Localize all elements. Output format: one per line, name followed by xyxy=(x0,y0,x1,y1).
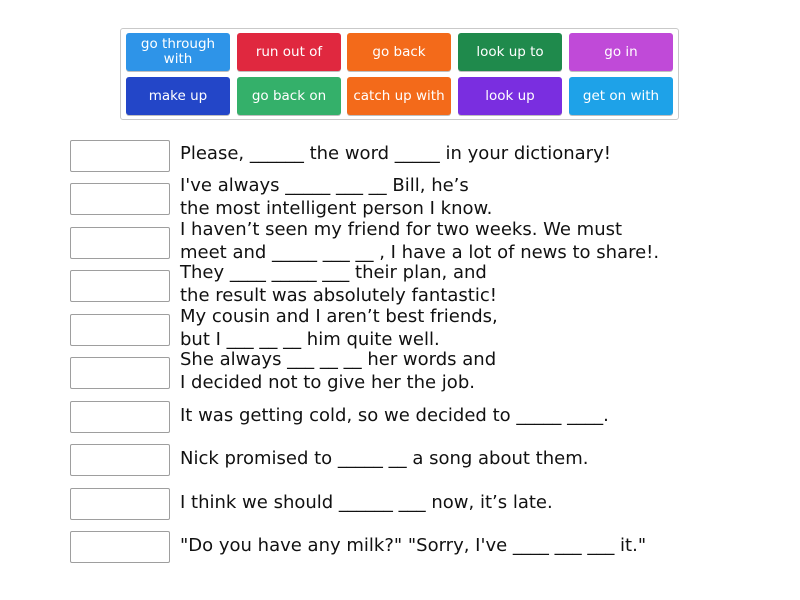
question-7 xyxy=(180,405,609,428)
question-5 xyxy=(180,306,498,351)
tile-make-up[interactable]: make up xyxy=(126,77,230,115)
question-6 xyxy=(180,349,496,394)
tile-run-out-of[interactable]: run out of xyxy=(237,33,341,71)
question-line: the result was absolutely fantastic! xyxy=(180,284,497,306)
tile-go-back-on[interactable]: go back on xyxy=(237,77,341,115)
question-line: meet and _____ ___ __ , I have a lot of news to share!. xyxy=(180,241,660,263)
question-line: I decided not to give her the job. xyxy=(180,371,475,393)
answer-drop-box-10[interactable] xyxy=(70,531,170,563)
tile-go-through-with[interactable]: go through with xyxy=(126,33,230,71)
tile-go-back[interactable]: go back xyxy=(347,33,451,71)
tile-look-up[interactable]: look up xyxy=(458,77,562,115)
question-line: My cousin and I aren’t best friends, xyxy=(180,306,498,327)
question-9 xyxy=(180,492,553,515)
question-line: I've always _____ ___ __ Bill, he’s xyxy=(180,175,469,196)
question-3 xyxy=(180,219,659,264)
answer-drop-box-1[interactable] xyxy=(70,140,170,172)
question-line: "Do you have any milk?" "Sorry, I've ____ ___ ___ it." xyxy=(180,535,647,556)
question-line: They ____ _____ ___ their plan, and xyxy=(180,262,487,283)
tile-catch-up-with[interactable]: catch up with xyxy=(347,77,451,115)
question-line: It was getting cold, so we decided to _____ ____. xyxy=(180,405,609,426)
tile-get-on-with[interactable]: get on with xyxy=(569,77,673,115)
question-line: Please, ______ the word _____ in your dictionary! xyxy=(180,143,611,164)
word-bank xyxy=(120,28,679,120)
question-line: but I ___ __ __ him quite well. xyxy=(180,328,440,350)
answer-drop-box-5[interactable] xyxy=(70,314,170,346)
question-line: She always ___ __ __ her words and xyxy=(180,349,497,370)
question-line: Nick promised to _____ __ a song about them. xyxy=(180,448,589,469)
question-line: the most intelligent person I know. xyxy=(180,197,493,219)
tile-go-in[interactable]: go in xyxy=(569,33,673,71)
question-line: I think we should ______ ___ now, it’s late. xyxy=(180,492,553,513)
answer-drop-box-3[interactable] xyxy=(70,227,170,259)
question-10 xyxy=(180,535,646,558)
answer-drop-box-8[interactable] xyxy=(70,444,170,476)
question-line: I haven’t seen my friend for two weeks. We must xyxy=(180,219,623,240)
question-1 xyxy=(180,143,611,166)
answer-drop-box-2[interactable] xyxy=(70,183,170,215)
question-4 xyxy=(180,262,497,307)
answer-drop-box-6[interactable] xyxy=(70,357,170,389)
answer-drop-box-4[interactable] xyxy=(70,270,170,302)
question-8 xyxy=(180,448,588,471)
answer-drop-box-9[interactable] xyxy=(70,488,170,520)
answer-drop-box-7[interactable] xyxy=(70,401,170,433)
tile-look-up-to[interactable]: look up to xyxy=(458,33,562,71)
question-2 xyxy=(180,175,492,220)
